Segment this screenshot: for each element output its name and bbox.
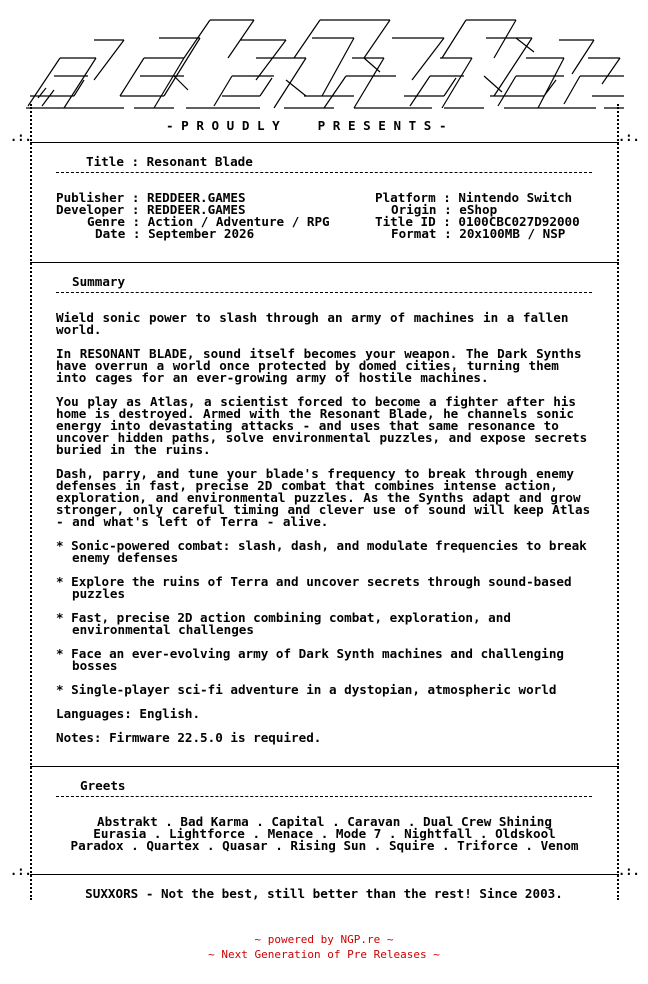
feature-bullet: * Explore the ruins of Terra and uncover secrets through sound-based puzzles [56,574,572,601]
title-id-field: Title ID : 0100CBC027D92000 [375,214,580,229]
footer-powered-by: ~ powered by NGP.re ~ [254,933,394,946]
section-divider [30,142,619,143]
date-field: Date : September 2026 [95,226,255,241]
greets-line: Abstrakt . Bad Karma . Capital . Caravan . Dual Crew Shining [97,814,552,829]
feature-bullet: * Sonic-powered combat: slash, dash, and modulate frequencies to break enemy defenses [56,538,587,565]
feature-bullet: * Fast, precise 2D action combining combat, exploration, and environmental challenges [56,610,511,637]
presents-banner: - P R O U D L Y P R E S E N T S - [166,118,447,133]
summary-paragraph: Dash, parry, and tune your blade's frequency to break through enemy defenses in fast, precise 2D combat that combines intense action, exploration, and environmental puzzles. As the Synths adapt and grow stronger, only careful timing and clever use of sound will keep Atlas - and what's left of Terra - alive. [56,466,591,529]
frame-corner-dots: .:. [618,130,640,144]
suxxors-ascii-logo [24,18,624,110]
section-divider [30,874,619,875]
title-label: Title : [86,154,147,169]
section-divider [30,766,619,767]
frame-corner-dots: .:. [618,864,640,878]
left-frame-border [30,104,32,900]
footer-subtitle: ~ Next Generation of Pre Releases ~ [208,948,440,961]
platform-field: Platform : Nintendo Switch [375,190,573,205]
dashed-divider [56,172,592,173]
frame-corner-dots: .:. [10,864,32,878]
publisher-field: Publisher : REDDEER.GAMES [56,190,246,205]
notes-line: Notes: Firmware 22.5.0 is required. [56,730,322,745]
summary-paragraph: Wield sonic power to slash through an army of machines in a fallen world. [56,310,569,337]
developer-field: Developer : REDDEER.GAMES [56,202,246,217]
feature-bullet: * Single-player sci-fi adventure in a dystopian, atmospheric world [56,682,557,697]
summary-paragraph: In RESONANT BLADE, sound itself becomes your weapon. The Dark Synths have overrun a world once protected by domed cities, turning them into cages for an ever-growing army of hostile machines. [56,346,582,385]
dashed-divider [56,796,592,797]
frame-corner-dots: .:. [10,130,32,144]
summary-heading: Summary [72,274,126,289]
summary-paragraph: You play as Atlas, a scientist forced to become a fighter after his home is destroyed. Armed with the Resonant Blade, he channels sonic energy into devastating attacks - and uses that same resonance to uncover hidden paths, solve environmental puzzles, and expose secrets buried in the ruins. [56,394,588,457]
group-tagline: SUXXORS - Not the best, still better than the rest! Since 2003. [85,886,563,901]
section-divider [30,262,619,263]
greets-line: Eurasia . Lightforce . Menace . Mode 7 . Nightfall . Oldskool [93,826,556,841]
title-value: Resonant Blade [146,154,253,169]
dashed-divider [56,292,592,293]
format-field: Format : 20x100MB / NSP [391,226,566,241]
greets-line: Paradox . Quartex . Quasar . Rising Sun . Squire . Triforce . Venom [70,838,579,853]
origin-field: Origin : eShop [391,202,498,217]
genre-field: Genre : Action / Adventure / RPG [87,214,330,229]
greets-heading: Greets [80,778,126,793]
title-line [86,156,253,168]
languages-line: Languages: English. [56,706,201,721]
feature-bullet: * Face an ever-evolving army of Dark Synth machines and challenging bosses [56,646,564,673]
right-frame-border [617,104,619,900]
